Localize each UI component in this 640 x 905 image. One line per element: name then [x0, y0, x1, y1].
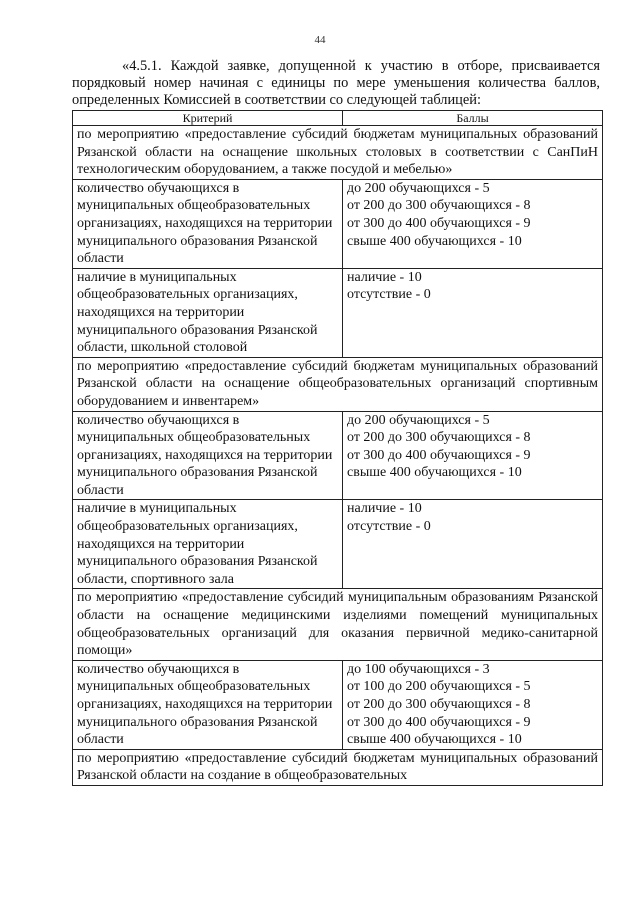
- table-header-row: [73, 111, 603, 126]
- points-cell: [343, 660, 603, 749]
- points-line: до 200 обучающихся - 5: [347, 412, 490, 428]
- points-line: отсутствие - 0: [347, 519, 431, 535]
- points-cell: [343, 268, 603, 357]
- section-row: [73, 357, 603, 411]
- points-line: свыше 400 обучающихся - 10: [347, 465, 522, 481]
- intro-paragraph: [72, 58, 600, 109]
- criterion-cell: наличие в муниципальных общеобразовательных организациях, находящихся на территории муниципального образования Рязанской области, спортивного зала: [73, 500, 343, 589]
- points-line: от 200 до 300 обучающихся - 8: [347, 198, 531, 214]
- points-line: от 200 до 300 обучающихся - 8: [347, 430, 531, 446]
- points-cell: [343, 411, 603, 500]
- section-row: [73, 126, 603, 180]
- criteria-table: [72, 110, 603, 786]
- intro-text: «4.5.1. Каждой заявке, допущенной к участию в отборе, присваивается порядковый номер начиная с единицы по мере уменьшения количества баллов, определенных Комиссией в соответствии со следующей таблицей:: [72, 58, 600, 108]
- table-body: [73, 126, 603, 786]
- points-line: наличие - 10: [347, 269, 422, 285]
- points-line: свыше 400 обучающихся - 10: [347, 233, 522, 249]
- points-line: от 300 до 400 обучающихся - 9: [347, 447, 531, 463]
- points-line: от 200 до 300 обучающихся - 8: [347, 697, 531, 712]
- table-row: [73, 660, 603, 749]
- points-line: до 100 обучающихся - 3: [347, 661, 490, 677]
- criterion-cell: наличие в муниципальных общеобразовательных организациях, находящихся на территории муниципального образования Рязанской области, школьной столовой: [73, 268, 343, 357]
- section-title: по мероприятию «предоставление субсидий бюджетам муниципальных образований Рязанской области на оснащение школьных столовых в соответствии с СанПиН технологическим оборудованием, а также посудой и мебелью»: [73, 126, 603, 180]
- criterion-cell: количество обучающихся в муниципальных общеобразовательных организациях, находящихся на территории муниципального образования Рязанской области: [73, 179, 343, 268]
- points-line: от 300 до 400 обучающихся - 9: [347, 215, 531, 231]
- points-cell: [343, 500, 603, 589]
- table-row: [73, 411, 603, 500]
- section-title: по мероприятию «предоставление субсидий бюджетам муниципальных образований Рязанской области на оснащение общеобразовательных организаций спортивным оборудованием и инвентарем»: [73, 357, 603, 411]
- criterion-cell: количество обучающихся в муниципальных общеобразовательных организациях, находящихся на территории муниципального образования Рязанской области: [73, 411, 343, 500]
- table-row: [73, 268, 603, 357]
- points-line: от 300 до 400 обучающихся - 9: [347, 714, 531, 730]
- section-title: по мероприятию «предоставление субсидий муниципальным образованиям Рязанской области на оснащение медицинскими изделиями помещений муниципальных общеобразовательных организаций для оказания первичной медико-санитарной помощи»: [73, 589, 603, 660]
- criterion-cell: количество обучающихся в муниципальных общеобразовательных организациях, находящихся на территории муниципального образования Рязанской области: [73, 660, 343, 749]
- points-line: свыше 400 обучающихся - 10: [347, 732, 522, 748]
- points-line: наличие - 10: [347, 501, 422, 517]
- header-criterion: Критерий: [73, 111, 343, 126]
- header-points: Баллы: [343, 111, 603, 126]
- page-number: 44: [314, 34, 326, 46]
- points-line: до 200 обучающихся - 5: [347, 180, 490, 196]
- section-row: [73, 749, 603, 785]
- table-row: [73, 500, 603, 589]
- points-line: от 100 до 200 обучающихся - 5: [347, 679, 531, 695]
- points-cell: [343, 179, 603, 268]
- points-line: отсутствие - 0: [347, 287, 431, 303]
- table-row: [73, 179, 603, 268]
- section-row: [73, 589, 603, 660]
- section-title: по мероприятию «предоставление субсидий бюджетам муниципальных образований Рязанской области на создание в общеобразовательных: [73, 749, 603, 785]
